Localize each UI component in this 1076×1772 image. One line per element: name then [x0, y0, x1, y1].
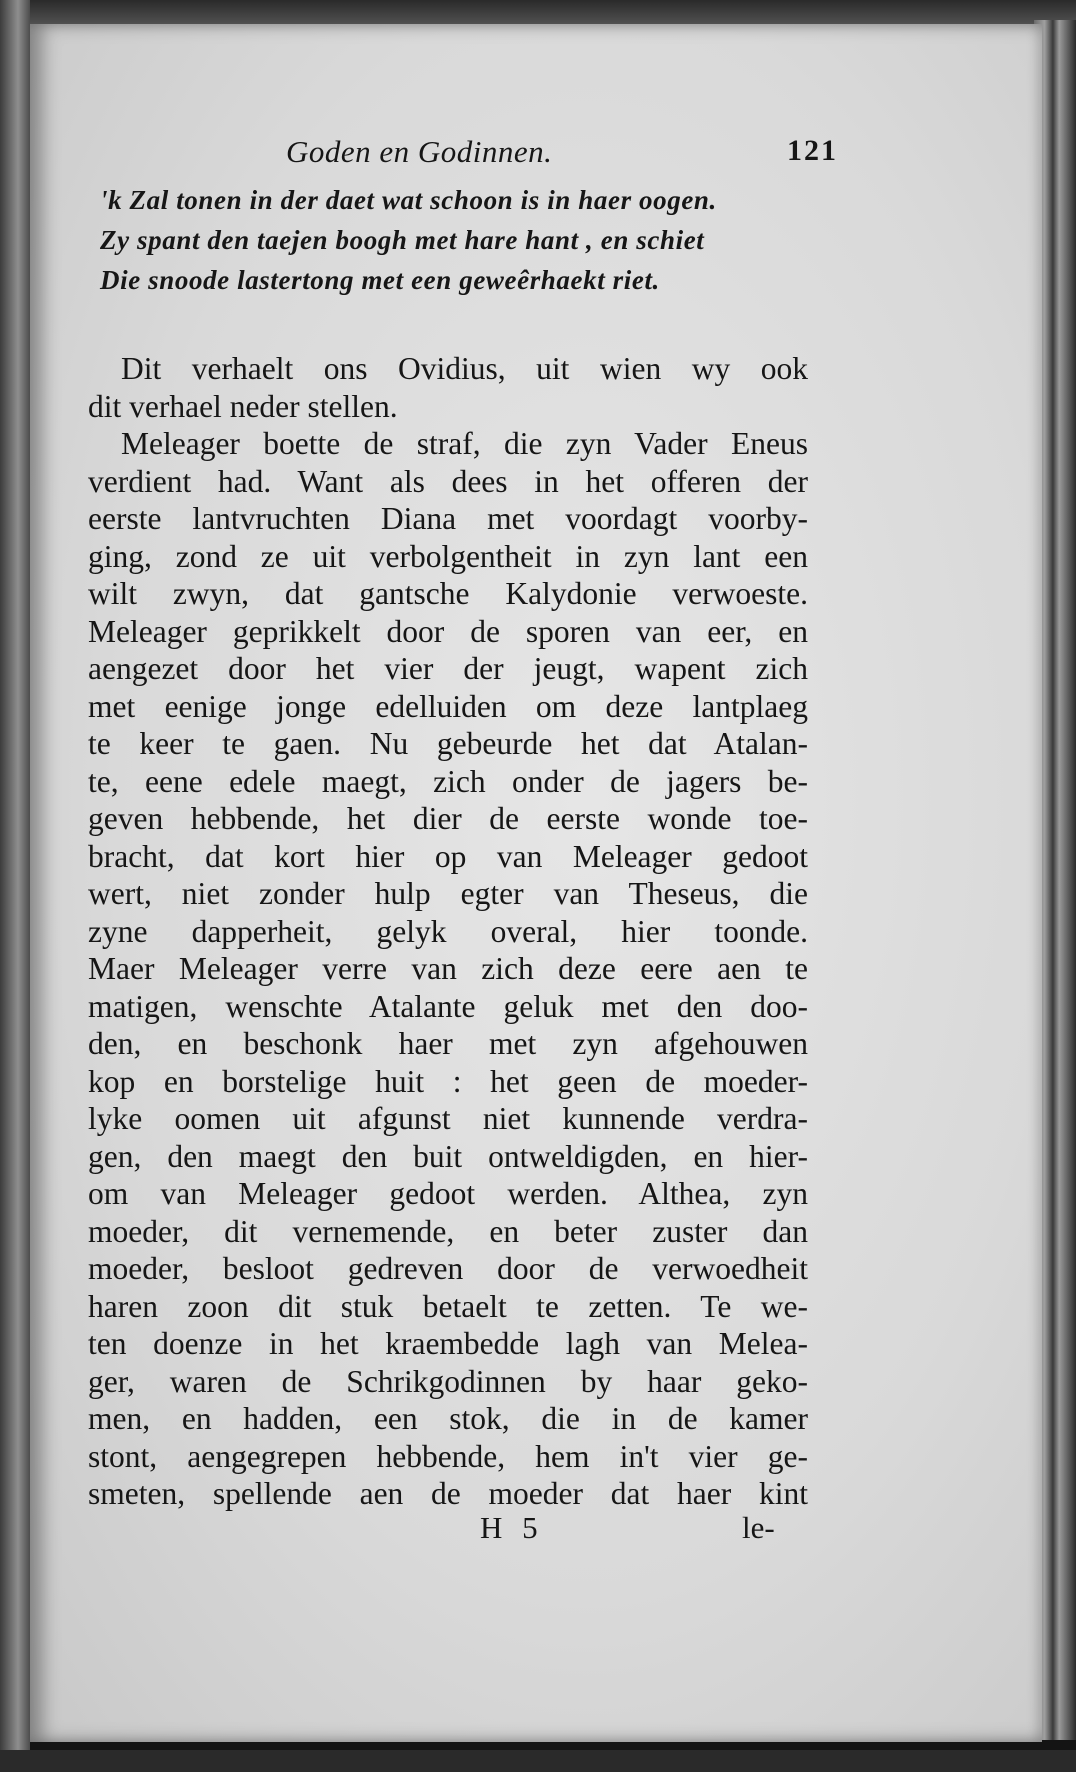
- verse-line: 'k Zal tonen in der daet wat schoon is in haer oogen.: [100, 185, 717, 215]
- catchword: le-: [742, 1510, 775, 1545]
- book-bottom-edge: [0, 1750, 1076, 1772]
- text-line: eerste lantvruchten Diana met voordagt voorby-: [88, 501, 808, 536]
- page-footer: [30, 1510, 1042, 1550]
- text-line: men, en hadden, een stok, die in de kamer: [88, 1401, 808, 1436]
- text-line: te keer te gaen. Nu gebeurde het dat Atalan-: [88, 726, 808, 761]
- text-line: zyne dapperheit, gelyk overal, hier toonde.: [88, 913, 808, 949]
- text-line: wert, niet zonder hulp egter van Theseus, die: [88, 876, 808, 911]
- text-line: kop en borstelige huit : het geen de moeder-: [88, 1063, 808, 1099]
- verse-block: [100, 180, 900, 300]
- text-line: met eenige jonge edelluiden om deze lantplaeg: [88, 688, 808, 724]
- text-line: moeder, besloot gedreven door de verwoedheit: [88, 1251, 808, 1286]
- signature-mark: H 5: [480, 1510, 544, 1545]
- text-line: matigen, wenschte Atalante geluk met den doo-: [88, 988, 808, 1024]
- book-page: [30, 24, 1042, 1742]
- text-line: Meleager boette de straf, die zyn Vader Eneus: [121, 426, 808, 461]
- text-line: den, en beschonk haer met zyn afgehouwen: [88, 1026, 808, 1061]
- text-line: Meleager geprikkelt door de sporen van eer, en: [88, 613, 808, 649]
- text-line: stont, aengegrepen hebbende, hem in't vier ge-: [88, 1438, 808, 1474]
- text-line: ger, waren de Schrikgodinnen by haar geko-: [88, 1363, 808, 1399]
- text-line: smeten, spellende aen de moeder dat haer kint: [88, 1476, 808, 1511]
- text-line: verdient had. Want als dees in het offeren der: [88, 463, 808, 499]
- text-line: om van Meleager gedoot werden. Althea, zyn: [88, 1176, 808, 1211]
- page-header: [30, 134, 1042, 174]
- text-line: ging, zond ze uit verbolgentheit in zyn lant een: [88, 538, 808, 574]
- verse-line: Die snoode lastertong met een geweêrhaekt riet.: [100, 265, 660, 295]
- text-line: wilt zwyn, dat gantsche Kalydonie verwoeste.: [88, 576, 808, 611]
- facing-page-edge: [0, 0, 30, 1772]
- text-line: haren zoon dit stuk betaelt te zetten. Te we-: [88, 1288, 808, 1324]
- running-title: Goden en Godinnen.: [286, 134, 553, 169]
- body-text: [88, 350, 808, 1513]
- text-line: Maer Meleager verre van zich deze eere aen te: [88, 951, 808, 986]
- text-line: te, eene edele maegt, zich onder de jagers be-: [88, 763, 808, 799]
- text-line: bracht, dat kort hier op van Meleager gedoot: [88, 838, 808, 874]
- text-line: geven hebbende, het dier de eerste wonde toe-: [88, 801, 808, 836]
- page-number: 121: [787, 134, 838, 167]
- text-line: moeder, dit vernemende, en beter zuster dan: [88, 1213, 808, 1249]
- text-line: aengezet door het vier der jeugt, wapent zich: [88, 651, 808, 686]
- text-line: dit verhael neder stellen.: [88, 388, 398, 424]
- text-line: ten doenze in het kraembedde lagh van Melea-: [88, 1326, 808, 1361]
- text-line: lyke oomen uit afgunst niet kunnende verdra-: [88, 1101, 808, 1136]
- text-line: Dit verhaelt ons Ovidius, uit wien wy ook: [121, 351, 808, 386]
- text-line: gen, den maegt den buit ontweldigden, en hier-: [88, 1138, 808, 1174]
- verse-line: Zy spant den taejen boogh met hare hant , en schiet: [100, 225, 705, 255]
